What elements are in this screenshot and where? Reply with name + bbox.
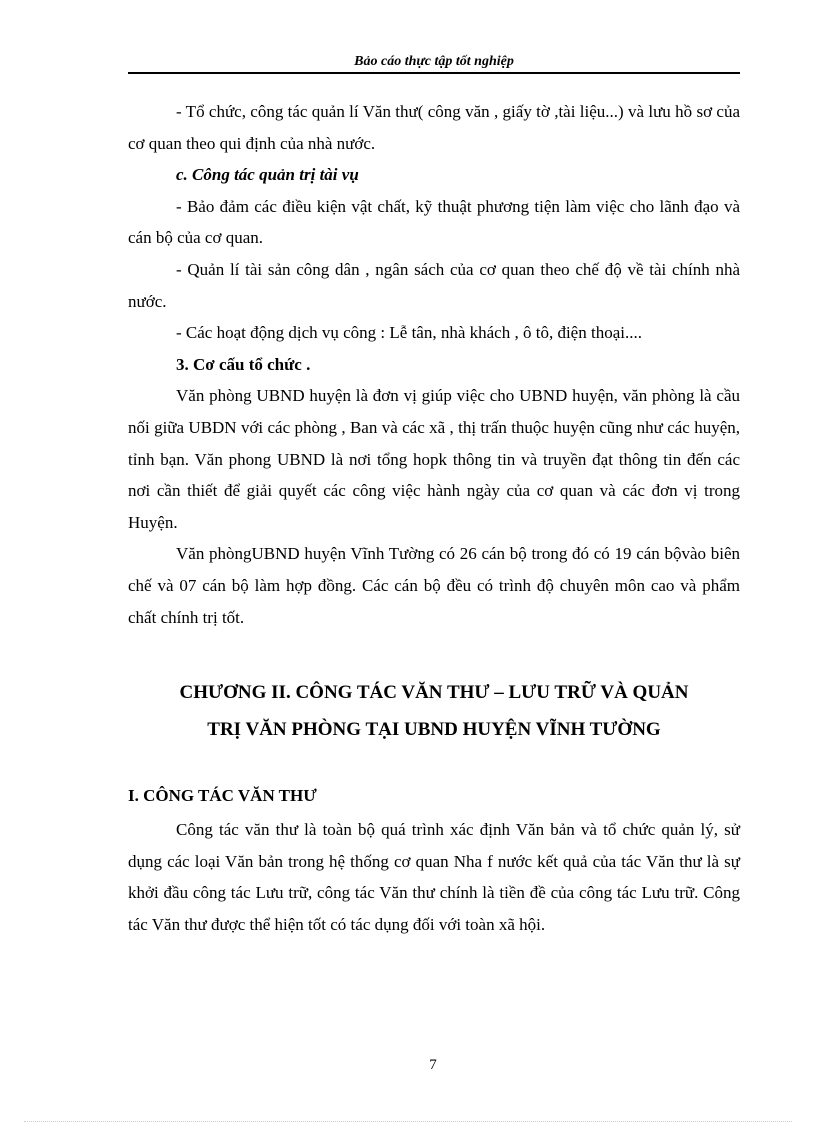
footer-divider [24, 1121, 792, 1122]
header-rule [128, 72, 740, 74]
chapter-title [128, 674, 740, 748]
paragraph-asset-management: - Quản lí tài sản công dân , ngân sách của cơ quan theo chế độ về tài chính nhà nước. [128, 259, 740, 311]
heading-org-structure: 3. Cơ cấu tổ chức . [176, 354, 311, 374]
paragraph-clerical-definition: Công tác văn thư là toàn bộ quá trình xác định Văn bản và tổ chức quản lý, sử dụng các loại Văn bản trong hệ thống cơ quan Nha f nước kết quả của tác Văn thư là sự khởi đầu công tác Lưu trữ, công tác Văn thư chính là tiền đề của công tác Lưu trữ. Công tác Văn thư được thể hiện tốt có tác dụng đối với toàn xã hội. [128, 820, 740, 934]
chapter-title-line-2: TRỊ VĂN PHÒNG TẠI UBND HUYỆN VĨNH TƯỜNG [207, 719, 661, 740]
body-text-upper [128, 96, 740, 633]
paragraph-material-conditions: - Bảo đảm các điều kiện vật chất, kỹ thuật phương tiện làm việc cho lãnh đạo và cán bộ của cơ quan. [128, 196, 740, 248]
chapter-title-line-1: CHƯƠNG II. CÔNG TÁC VĂN THƯ – LƯU TRỮ VÀ QUẢN [179, 682, 689, 703]
running-header: Bảo cáo thực tập tốt nghiệp [354, 54, 514, 69]
paragraph-public-services: - Các hoạt động dịch vụ công : Lễ tân, nhà khách , ô tô, điện thoại.... [176, 323, 642, 343]
paragraph-office-role: Văn phòng UBND huyện là đơn vị giúp việc cho UBND huyện, văn phòng là cầu nối giữa UBDN với các phòng , Ban và các xã , thị trấn thuộc huyện cũng như các huyện, tỉnh bạn. Văn phong UBND là nơi tổng hopk thông tin và truyền đạt thông tin đến các nơi cần thiết để giải quyết các công việc hành ngày của cơ quan và các đơn vị trong Huyện. [128, 386, 740, 532]
page-number: 7 [429, 1057, 437, 1073]
paragraph-records-management: - Tổ chức, công tác quản lí Văn thư( công văn , giấy tờ ,tài liệu...) và lưu hồ sơ của cơ quan theo qui định của nhà nước. [128, 102, 740, 153]
paragraph-staff-count: Văn phòngUBND huyện Vĩnh Tường có 26 cán bộ trong đó có 19 cán bộvào biên chế và 07 cán bộ làm hợp đồng. Các cán bộ đều có trình độ chuyên môn cao và phẩm chất chính trị tốt. [128, 544, 740, 627]
body-text-lower [128, 814, 740, 940]
heading-financial-admin: c. Công tác quản trị tài vụ [176, 165, 359, 185]
section-heading-clerical-work: I. CÔNG TÁC VĂN THƯ [128, 786, 317, 805]
